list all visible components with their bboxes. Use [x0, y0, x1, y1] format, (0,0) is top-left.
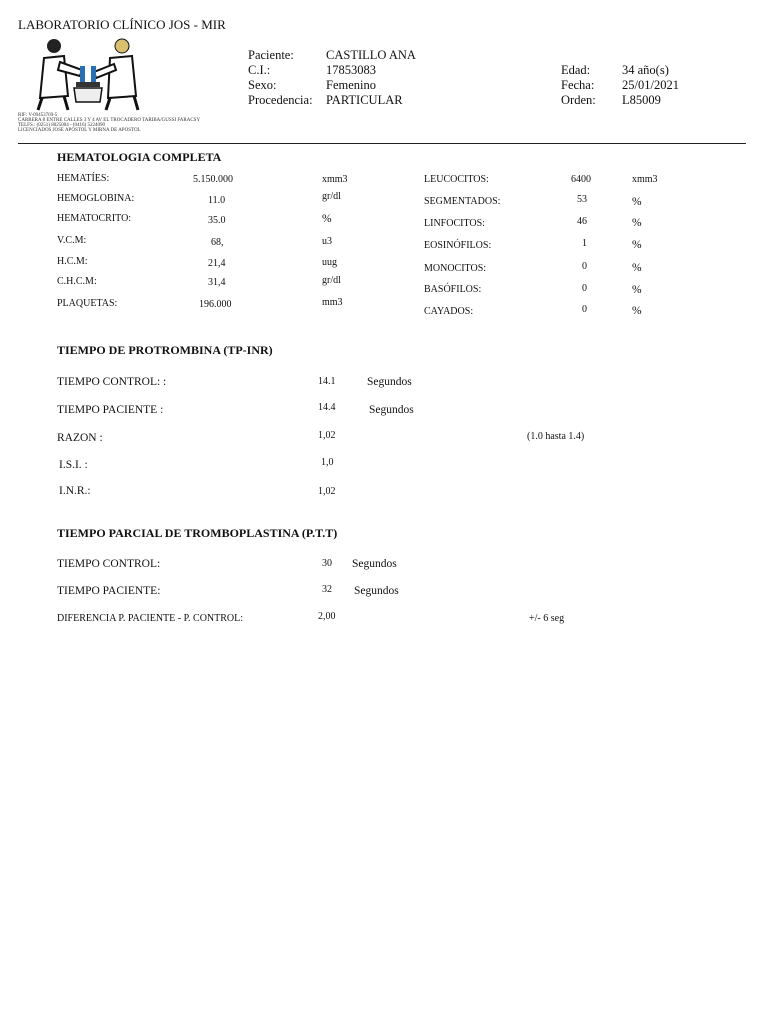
order-number-label: Orden:: [561, 93, 596, 107]
hematology-row-label: HEMATÍES:: [57, 173, 110, 184]
hematology-row-unit: mm3: [322, 297, 343, 308]
header-divider: [18, 143, 746, 144]
leukocyte-row-label: LEUCOCITOS:: [424, 174, 489, 185]
ptt-difference-reference: +/- 6 seg: [529, 613, 565, 624]
lab-phones: TELFS.: (0251) 8025004 - (0416) 5224090: [18, 123, 105, 128]
tp-control-value: 14.1: [318, 376, 336, 387]
ptt-difference-label: DIFERENCIA P. PACIENTE - P. CONTROL:: [57, 613, 244, 624]
hematology-row-label: HEMOGLOBINA:: [57, 193, 135, 204]
hematology-row-unit: xmm3: [322, 174, 348, 185]
report-date-label: Fecha:: [561, 78, 595, 92]
ptt-patient-unit: Segundos: [354, 585, 399, 597]
patient-name-label: Paciente:: [248, 48, 294, 62]
order-number: L85009: [622, 93, 661, 107]
ptt-difference-value: 2,00: [318, 611, 336, 622]
tp-inr-value: 1,02: [318, 486, 336, 497]
hematology-row-unit: gr/dl: [322, 191, 341, 202]
ptt-control-value: 30: [322, 558, 332, 569]
patient-sex: Femenino: [326, 78, 376, 92]
tp-inr-label: I.N.R.:: [59, 485, 91, 497]
leukocyte-row-unit: xmm3: [632, 174, 658, 185]
hematology-row-label: HEMATOCRITO:: [57, 213, 132, 224]
leukocyte-row-label: MONOCITOS:: [424, 263, 487, 274]
leukocyte-row-label: EOSINÓFILOS:: [424, 240, 492, 251]
tp-ratio-value: 1,02: [318, 430, 336, 441]
patient-age-label: Edad:: [561, 63, 591, 77]
hematology-row-label: PLAQUETAS:: [57, 298, 118, 309]
leukocyte-row-unit: %: [632, 196, 642, 208]
patient-ci-label: C.I.:: [248, 63, 271, 77]
lab-logo-icon: [30, 36, 146, 112]
hematology-row-unit: gr/dl: [322, 275, 341, 286]
leukocyte-row-value: 6400: [571, 174, 591, 185]
patient-origin: PARTICULAR: [326, 93, 403, 107]
ptt-patient-label: TIEMPO PACIENTE:: [57, 585, 161, 597]
hematology-row-value: 196.000: [199, 299, 232, 310]
leukocyte-row-value: 0: [582, 304, 587, 315]
patient-ci: 17853083: [326, 63, 376, 77]
tp-ratio-label: RAZON :: [57, 432, 103, 444]
leukocyte-row-value: 53: [577, 194, 587, 205]
leukocyte-row-value: 1: [582, 238, 587, 249]
patient-origin-label: Procedencia:: [248, 93, 313, 107]
tp-control-label: TIEMPO CONTROL: :: [57, 376, 167, 388]
lab-rif: RIF: V-09453769-5: [18, 113, 58, 118]
hematology-row-value: 68,: [211, 237, 224, 248]
leukocyte-row-unit: %: [632, 284, 642, 296]
lab-address: CARRERA 8 ENTRE CALLES 3 Y 4 AV EL TROCADERO TARIBA/GUSSI FARACSY: [18, 118, 201, 123]
patient-age: 34 año(s): [622, 63, 669, 77]
tp-patient-label: TIEMPO PACIENTE :: [57, 404, 164, 416]
lab-licensed: LICENCIADOS JOSE APOSTOL Y MIRNA DE APOSTOL: [18, 128, 141, 133]
tp-patient-value: 14.4: [318, 402, 336, 413]
ptt-title: TIEMPO PARCIAL DE TROMBOPLASTINA (P.T.T): [57, 526, 338, 540]
ptt-patient-value: 32: [322, 584, 332, 595]
hematology-row-unit: %: [322, 213, 332, 225]
leukocyte-row-value: 46: [577, 216, 587, 227]
leukocyte-row-value: 0: [582, 261, 587, 272]
report-date: 25/01/2021: [622, 78, 679, 92]
leukocyte-row-value: 0: [582, 283, 587, 294]
hematology-row-unit: u3: [322, 236, 332, 247]
hematology-row-unit: uug: [322, 257, 337, 268]
leukocyte-row-label: BASÓFILOS:: [424, 284, 482, 295]
tp-control-unit: Segundos: [367, 376, 412, 388]
leukocyte-row-unit: %: [632, 305, 642, 317]
hematology-row-label: V.C.M:: [57, 235, 87, 246]
leukocyte-row-label: SEGMENTADOS:: [424, 196, 501, 207]
tp-title: TIEMPO DE PROTROMBINA (TP-INR): [57, 343, 273, 357]
hematology-row-value: 31,4: [208, 277, 226, 288]
leukocyte-row-label: CAYADOS:: [424, 306, 474, 317]
hematology-title: HEMATOLOGIA COMPLETA: [57, 150, 222, 164]
leukocyte-row-label: LINFOCITOS:: [424, 218, 485, 229]
leukocyte-row-unit: %: [632, 217, 642, 229]
ptt-control-unit: Segundos: [352, 558, 397, 570]
patient-name: CASTILLO ANA: [326, 48, 416, 62]
leukocyte-row-unit: %: [632, 262, 642, 274]
hematology-row-value: 21,4: [208, 258, 226, 269]
patient-sex-label: Sexo:: [248, 78, 277, 92]
tp-isi-value: 1,0: [321, 457, 334, 468]
lab-name: LABORATORIO CLÍNICO JOS - MIR: [18, 17, 226, 32]
tp-isi-label: I.S.I. :: [59, 459, 88, 471]
tp-ratio-reference: (1.0 hasta 1.4): [527, 431, 585, 442]
hematology-row-value: 5.150.000: [193, 174, 233, 185]
tp-patient-unit: Segundos: [369, 404, 414, 416]
hematology-row-value: 35.0: [208, 215, 226, 226]
ptt-control-label: TIEMPO CONTROL:: [57, 558, 161, 570]
hematology-row-label: C.H.C.M:: [57, 276, 97, 287]
leukocyte-row-unit: %: [632, 239, 642, 251]
hematology-row-value: 11.0: [208, 195, 226, 206]
hematology-row-label: H.C.M:: [57, 256, 88, 267]
